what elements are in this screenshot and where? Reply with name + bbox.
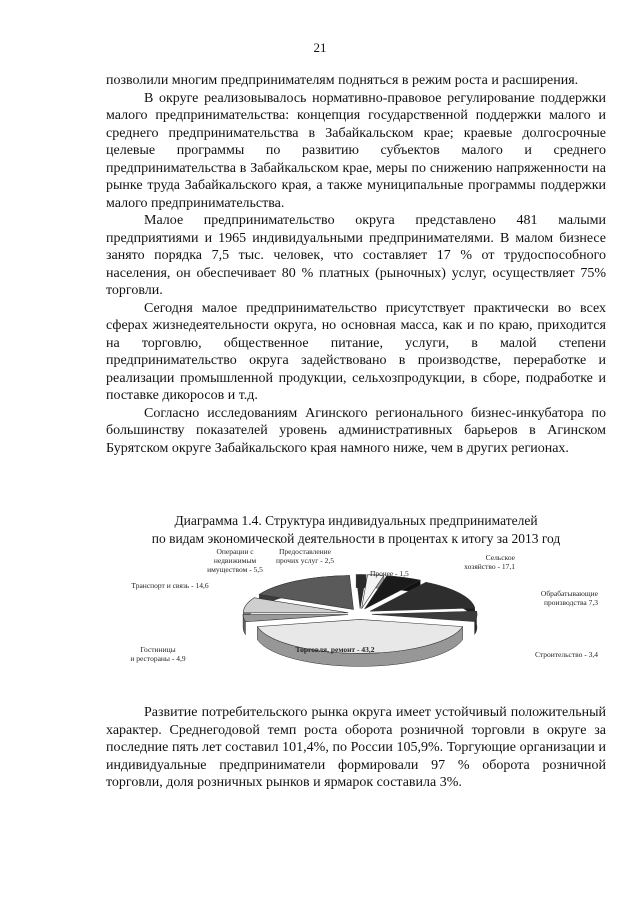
slice-label: Строительство - 3,4 bbox=[534, 650, 598, 659]
slice-label: Транспорт и связь - 14,6 bbox=[131, 581, 209, 590]
slice-label: Прочее - 1,5 bbox=[370, 569, 409, 578]
chart-title-line2: по видам экономической деятельности в процентах к итогу за 2013 год bbox=[151, 531, 561, 546]
paragraph: Малое предпринимательство округа представлено 481 малыми предприятиями и 1965 индивидуальными предпринимателями. В малом бизнесе занято порядка 7,5 тыс. человек, что составляет 17 % от трудоспособного населения, он обеспечивает 80 % платных (рыночных) услуг, осуществляет 75% торговли. bbox=[106, 213, 606, 298]
paragraph: В округе реализовывалось нормативно-правовое регулирование поддержки малого предпринимательства: концепция государственной поддержки малого и среднего предпринимательства в Забайкальском крае; краевые долгосрочные целевые программы по развитию субъектов малого и среднего предпринимательства в Забайкальском крае, меры по снижению напряженности на рынке труда Забайкальского края, а также муниципальные программы поддержки малого предпринимательства. bbox=[106, 90, 606, 211]
chart-caption bbox=[106, 512, 606, 548]
body-text-top bbox=[106, 72, 606, 457]
paragraph: позволили многим предпринимателям подняться в режим роста и расширения. bbox=[106, 73, 579, 88]
paragraph: Согласно исследованиям Агинского регионального бизнес-инкубатора по большинству показателей уровень административных барьеров в Агинском Бурятском округе Забайкальского края намного ниже, чем в других регионах. bbox=[106, 405, 606, 456]
pie-chart bbox=[120, 548, 600, 688]
paragraph: Развитие потребительского рынка округа имеет устойчивый положительный характер. Среднегодовой темп роста оборота розничной торговли в округе за последние пять лет составил 101,4%, по России 105,9%. Торгующие организации и индивидуальные предприниматели формировали 97 % оборота розничной торговли, доля розничных рынков и ярмарок составила 3%. bbox=[106, 705, 606, 790]
body-text-bottom bbox=[106, 704, 606, 792]
slice-label: Операции с недвижимым имуществом - 5,5 bbox=[207, 548, 263, 574]
slice-label: Сельское хозяйство - 17,1 bbox=[464, 553, 515, 571]
chart-title-line1: Диаграмма 1.4. Структура индивидуальных предпринимателей bbox=[174, 513, 538, 528]
pie-slice bbox=[257, 619, 462, 666]
paragraph: Сегодня малое предпринимательство присутствует практически во всех сферах жизнедеятельности округа, но основная масса, как и по краю, приходится на торговлю, общественное питание, услуги, в малой степени предпринимательство округа задействовано в производстве, переработке и реализации промышленной продукции, сельхозпродукции, в сборе, подработке и поставке дикоросов и т.д. bbox=[106, 300, 606, 403]
slice-label: Предоставление прочих услуг - 2,5 bbox=[275, 548, 335, 565]
slice-label: Обрабатывающие производства 7,3 bbox=[540, 589, 598, 607]
slice-label: Гостиницы и рестораны - 4,9 bbox=[130, 645, 186, 663]
page-number: 21 bbox=[313, 40, 327, 55]
slice-label: Торговля, ремонт - 43,2 bbox=[295, 645, 375, 654]
